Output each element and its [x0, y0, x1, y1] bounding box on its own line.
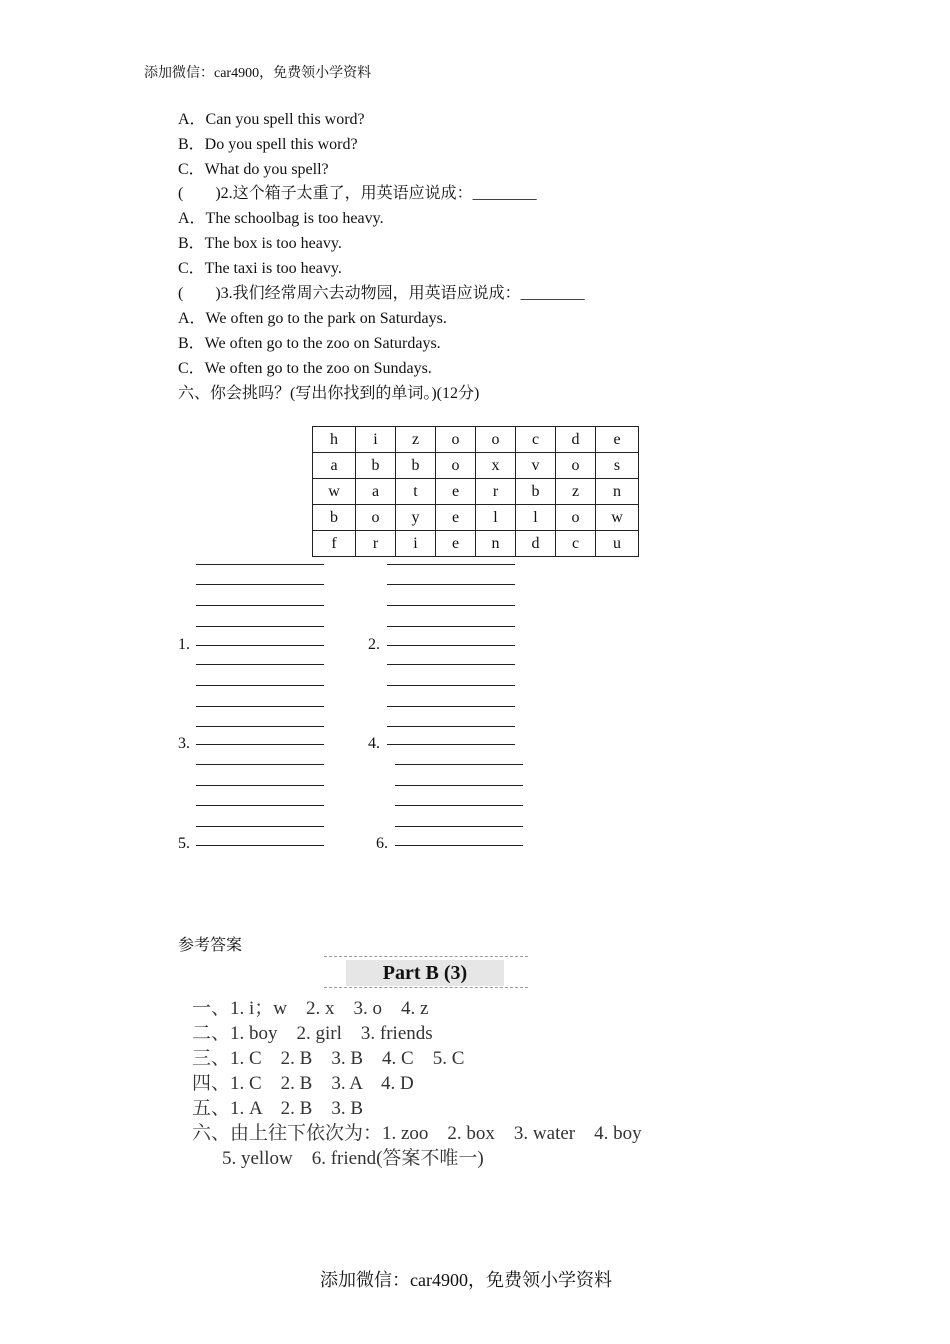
- grid-cell: e: [596, 427, 639, 453]
- grid-cell: r: [356, 531, 396, 557]
- grid-cell: f: [313, 531, 356, 557]
- answer-line: [196, 645, 324, 646]
- grid-cell: v: [516, 453, 556, 479]
- answer-line: [196, 726, 324, 727]
- answer-line: [196, 706, 324, 707]
- answer-line: [387, 584, 515, 585]
- blank-label-6: 6.: [376, 835, 388, 852]
- grid-cell: h: [313, 427, 356, 453]
- answer-line: [395, 764, 523, 765]
- grid-cell: y: [396, 505, 436, 531]
- grid-row: [313, 427, 639, 453]
- answer-line: [395, 826, 523, 827]
- answer-line-7: 5. yellow 6. friend(答案不唯一): [222, 1148, 484, 1169]
- grid-cell: e: [436, 531, 476, 557]
- grid-cell: o: [476, 427, 516, 453]
- grid-cell: w: [596, 505, 639, 531]
- q3-option-c: C．We often go to the zoo on Sundays.: [178, 360, 432, 377]
- grid-cell: t: [396, 479, 436, 505]
- answer-line: [196, 785, 324, 786]
- answer-line: [196, 685, 324, 686]
- answer-line: [196, 664, 324, 665]
- grid-cell: e: [436, 479, 476, 505]
- page-footer: 添加微信：car4900，免费领小学资料: [320, 1270, 612, 1290]
- answer-line-3: 三、1. C 2. B 3. B 4. C 5. C: [192, 1048, 465, 1069]
- grid-cell: o: [356, 505, 396, 531]
- q2-stem: ( )2.这个箱子太重了，用英语应说成：________: [178, 185, 537, 202]
- grid-cell: z: [396, 427, 436, 453]
- answer-line: [196, 744, 324, 745]
- grid-cell: i: [356, 427, 396, 453]
- grid-cell: a: [313, 453, 356, 479]
- word-search-grid: [312, 426, 639, 557]
- grid-row: [313, 479, 639, 505]
- q3-option-a: A．We often go to the park on Saturdays.: [178, 310, 447, 327]
- grid-cell: a: [356, 479, 396, 505]
- answer-line: [196, 584, 324, 585]
- grid-cell: u: [596, 531, 639, 557]
- answer-line-4: 四、1. C 2. B 3. A 4. D: [192, 1073, 414, 1094]
- grid-cell: l: [516, 505, 556, 531]
- blank-label-1: 1.: [178, 636, 190, 653]
- q2-option-c: C．The taxi is too heavy.: [178, 260, 342, 277]
- answer-line: [196, 764, 324, 765]
- grid-cell: b: [396, 453, 436, 479]
- title-divider: [324, 987, 528, 988]
- answer-line: [196, 845, 324, 846]
- q1-option-c: C．What do you spell?: [178, 161, 329, 178]
- answer-line: [196, 805, 324, 806]
- grid-cell: w: [313, 479, 356, 505]
- answer-line: [387, 626, 515, 627]
- answer-line: [387, 605, 515, 606]
- grid-cell: n: [596, 479, 639, 505]
- answer-line-1: 一、1. i；w 2. x 3. o 4. z: [192, 998, 429, 1019]
- grid-cell: e: [436, 505, 476, 531]
- blank-label-2: 2.: [368, 636, 380, 653]
- grid-row: [313, 531, 639, 557]
- grid-cell: d: [516, 531, 556, 557]
- answer-line: [387, 744, 515, 745]
- grid-cell: b: [313, 505, 356, 531]
- blank-label-5: 5.: [178, 835, 190, 852]
- grid-cell: c: [556, 531, 596, 557]
- grid-cell: o: [556, 505, 596, 531]
- answer-line-2: 二、1. boy 2. girl 3. friends: [192, 1023, 433, 1044]
- section6-title: 六、你会挑吗？(写出你找到的单词。)(12分): [178, 385, 480, 402]
- answer-line: [387, 685, 515, 686]
- q3-option-b: B．We often go to the zoo on Saturdays.: [178, 335, 441, 352]
- grid-cell: b: [516, 479, 556, 505]
- q1-option-a: A．Can you spell this word?: [178, 111, 365, 128]
- answer-line-6: 六、由上往下依次为：1. zoo 2. box 3. water 4. boy: [192, 1123, 642, 1144]
- answer-line: [387, 664, 515, 665]
- blank-label-4: 4.: [368, 735, 380, 752]
- answers-heading: 参考答案: [178, 937, 243, 954]
- q2-option-b: B．The box is too heavy.: [178, 235, 342, 252]
- answer-line: [196, 564, 324, 565]
- q2-option-a: A．The schoolbag is too heavy.: [178, 210, 384, 227]
- grid-cell: b: [356, 453, 396, 479]
- page-header: 添加微信：car4900，免费领小学资料: [144, 66, 372, 81]
- answer-line: [196, 826, 324, 827]
- grid-cell: n: [476, 531, 516, 557]
- answer-line: [395, 845, 523, 846]
- blank-label-3: 3.: [178, 735, 190, 752]
- grid-row: [313, 453, 639, 479]
- answers-title: Part B (3): [346, 960, 504, 986]
- grid-cell: o: [436, 427, 476, 453]
- grid-cell: s: [596, 453, 639, 479]
- answer-line: [395, 805, 523, 806]
- answer-line: [196, 605, 324, 606]
- answer-line: [387, 706, 515, 707]
- grid-cell: l: [476, 505, 516, 531]
- answer-line: [196, 626, 324, 627]
- title-divider: [324, 956, 528, 957]
- grid-row: [313, 505, 639, 531]
- grid-cell: o: [436, 453, 476, 479]
- grid-cell: r: [476, 479, 516, 505]
- grid-cell: i: [396, 531, 436, 557]
- answer-line-5: 五、1. A 2. B 3. B: [192, 1098, 364, 1119]
- q3-stem: ( )3.我们经常周六去动物园，用英语应说成：________: [178, 285, 585, 302]
- grid-cell: z: [556, 479, 596, 505]
- grid-cell: x: [476, 453, 516, 479]
- q1-option-b: B．Do you spell this word?: [178, 136, 358, 153]
- answer-line: [395, 785, 523, 786]
- answer-line: [387, 645, 515, 646]
- grid-cell: c: [516, 427, 556, 453]
- answer-line: [387, 726, 515, 727]
- grid-cell: o: [556, 453, 596, 479]
- answer-line: [387, 564, 515, 565]
- grid-cell: d: [556, 427, 596, 453]
